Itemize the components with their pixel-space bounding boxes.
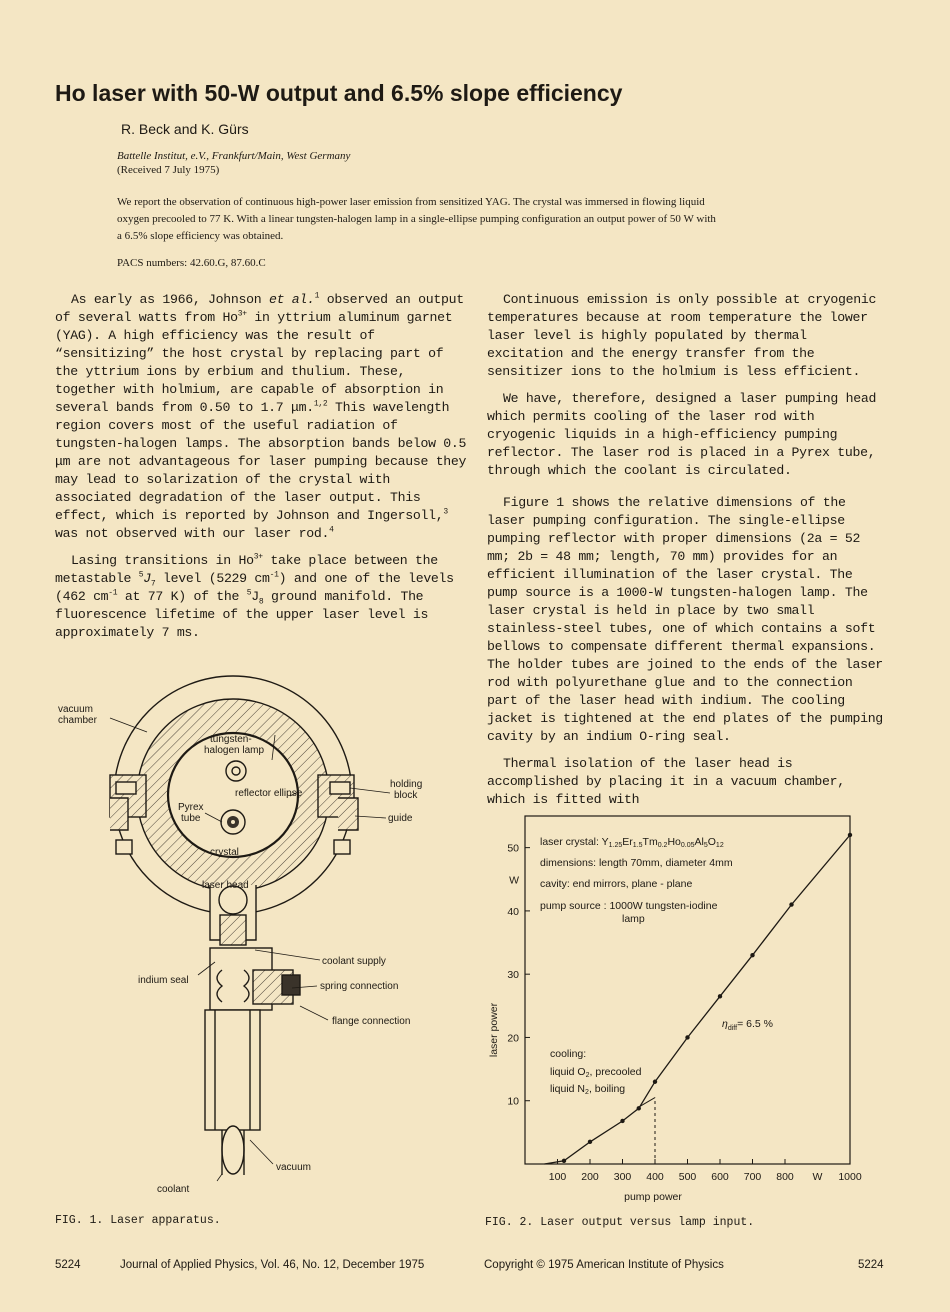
data-point [718,994,722,998]
label-flange-connection: flange connection [332,1016,411,1027]
right-paragraph-2: We have, therefore, designed a laser pumping head which permits cooling of the laser rod with cryogenic liquids in a high-efficiency pumping reflector. The laser rod is placed in a Pyrex tube, through which the coolant is circulated. [487,391,877,478]
label-vacuum-chamber-2: chamber [58,715,97,726]
data-point [848,833,852,837]
y-tick-label: 30 [507,969,519,982]
y-tick-label: 40 [507,905,519,918]
label-pyrex-2: tube [181,813,201,824]
label-guide: guide [388,813,413,824]
data-point [750,953,754,957]
left-column [55,291,470,642]
journal-citation: Journal of Applied Physics, Vol. 46, No. 12, December 1975 [120,1259,425,1271]
right-paragraph-1: Continuous emission is only possible at cryogenic temperatures because at room temperature the lower laser level is highly populated by thermal excitation and the energy transfer from the sensitizer ions to the holmium is less efficient. [487,292,877,379]
page-number-right: 5224 [858,1259,884,1271]
label-indium-seal: indium seal [138,975,189,986]
data-point [789,902,793,906]
label-laser-head: laser head [202,880,249,891]
figure-1-laser-apparatus [50,670,450,1205]
label-crystal: crystal [210,847,239,858]
y-tick-label: 50 [507,842,519,855]
figure-2-caption: FIG. 2. Laser output versus lamp input. [485,1216,755,1229]
label-holding-block-2: block [394,790,418,801]
threshold-bracket [639,1098,655,1107]
legend-pump-source-2: lamp [622,913,645,925]
right-column [487,291,887,809]
x-tick-label: 100 [548,1171,567,1183]
data-point [562,1159,566,1163]
left-paragraph-2: Lasing transitions in $Ho^{3+}$ take place between the metastable $^5J_7$ level (5229 $cm^{-1}$) and one of the levels (462 $cm^{-1}$ at 77 K) of the $^5J_8$ ground manifold. The fluorescence lifetime of the upper laser level is approximately 7 ms. [55,552,454,640]
annotation-slope-efficiency: $\eta_{diff}= 6.5$ % [722,1018,773,1032]
label-coolant: coolant [157,1184,190,1195]
left-paragraph-1: As early as 1966, Johnson et al.$^1$ observed an output of several watts from $Ho^{3+}$ in yttrium aluminum garnet (YAG). A high efficiency was the result of “sensitizing” the host crystal by replacing part of the yttrium ions by erbium and thulium. These, together with holmium, are capable of absorption in several bands from 0.50 to 1.7 μm.$^{1,2}$ This wavelength region covers most of the useful radiation of tungsten-halogen lamps. The absorption bands below 0.5 μm are not advantageous for laser pumping because they may lead to solarization of the crystal with associated degradation of the laser output. This effect, which is reported by Johnson and Ingersoll,$^3$ was not observed with our laser rod.$^4$ [55,291,467,541]
y-tick-label: W [509,874,519,887]
x-tick-label: 200 [581,1171,599,1183]
label-vacuum-chamber: vacuum [58,704,94,715]
x-tick-label: 300 [613,1171,632,1183]
legend-crystal: laser crystal: Y1.25Er1.5Tm0.2Ho0.05Al5O12 [540,836,724,849]
annotation-oxygen: liquid O2, precooled [550,1066,642,1079]
legend-dimensions: dimensions: length 70mm, diameter 4mm [540,857,733,869]
x-tick-label: 400 [646,1171,664,1183]
legend-cavity: cavity: end mirrors, plane - plane [540,878,693,890]
annotation-cooling: cooling: [550,1048,587,1060]
label-spring-connection: spring connection [320,981,399,992]
received-date: (Received 7 July 1975) [117,164,220,176]
data-point [588,1140,592,1144]
label-reflector: reflector ellipse [235,788,303,799]
figure-1-caption: FIG. 1. Laser apparatus. [55,1214,221,1227]
x-tick-label: 700 [743,1171,762,1183]
x-tick-label: 500 [678,1171,697,1183]
label-holding-block: holding [390,779,423,790]
data-point [685,1035,689,1039]
right-paragraph-3: Figure 1 shows the relative dimensions of the laser pumping configuration. The single-ellipse pumping reflector with proper dimensions (2a = 52 mm; 2b = 48 mm; length, 70 mm) provides for an efficient illumination of the laser crystal. The pump source is a 1000-W tungsten-halogen lamp. The laser crystal is held in place by two small stainless-steel tubes, one of which contains a soft bellows to compensate different thermal expansions. The holder tubes are joined to the ends of the laser rod with polyurethane glue and to the connection part of the laser head with indium. The cooling jacket is tightened at the end plates of the pumping cavity by an indium O-ring seal. [487,495,883,744]
paper-title: Ho laser with 50-W output and 6.5% slope efficiency [55,80,623,106]
label-lamp-2: halogen lamp [204,745,265,756]
pacs-numbers: PACS numbers: 42.60.G, 87.60.C [117,257,266,269]
legend-pump-source: pump source : 1000W tungsten-iodine [540,900,718,912]
x-axis-label: pump power [624,1191,682,1203]
x-tick-label: 800 [776,1171,794,1183]
annotation-nitrogen: liquid N2, boiling [550,1083,626,1096]
data-point [653,1080,657,1084]
x-tick-label: 600 [711,1171,729,1183]
page-number-left: 5224 [55,1259,81,1271]
label-coolant-supply: coolant supply [322,956,386,967]
x-tick-label: 1000 [838,1171,862,1183]
figure-2-chart [485,800,865,1210]
y-tick-label: 10 [507,1095,519,1108]
right-paragraph-4: Thermal isolation of the laser head is accomplished by placing it in a vacuum chamber, which is fitted with [487,756,845,807]
x-tick-label: W [812,1171,823,1183]
copyright: Copyright © 1975 American Institute of Physics [484,1259,724,1271]
label-lamp: tungsten- [210,734,252,745]
authors: R. Beck and K. Gürs [121,121,249,137]
affiliation: Battelle Institut, e.V., Frankfurt/Main, West Germany [117,150,351,162]
data-point [620,1119,624,1123]
y-tick-label: 20 [507,1032,519,1045]
label-pyrex: Pyrex [178,802,204,813]
label-vacuum: vacuum [276,1162,312,1173]
abstract: We report the observation of continuous high-power laser emission from sensitized YAG. The crystal was immersed in flowing liquid oxygen precooled to 77 K. With a linear tungsten-halogen lamp in a single-ellipse pumping configuration an output power of 50 W with a 6.5% slope efficiency was obtained. [117,196,716,242]
y-axis-label: laser power [488,1002,500,1058]
